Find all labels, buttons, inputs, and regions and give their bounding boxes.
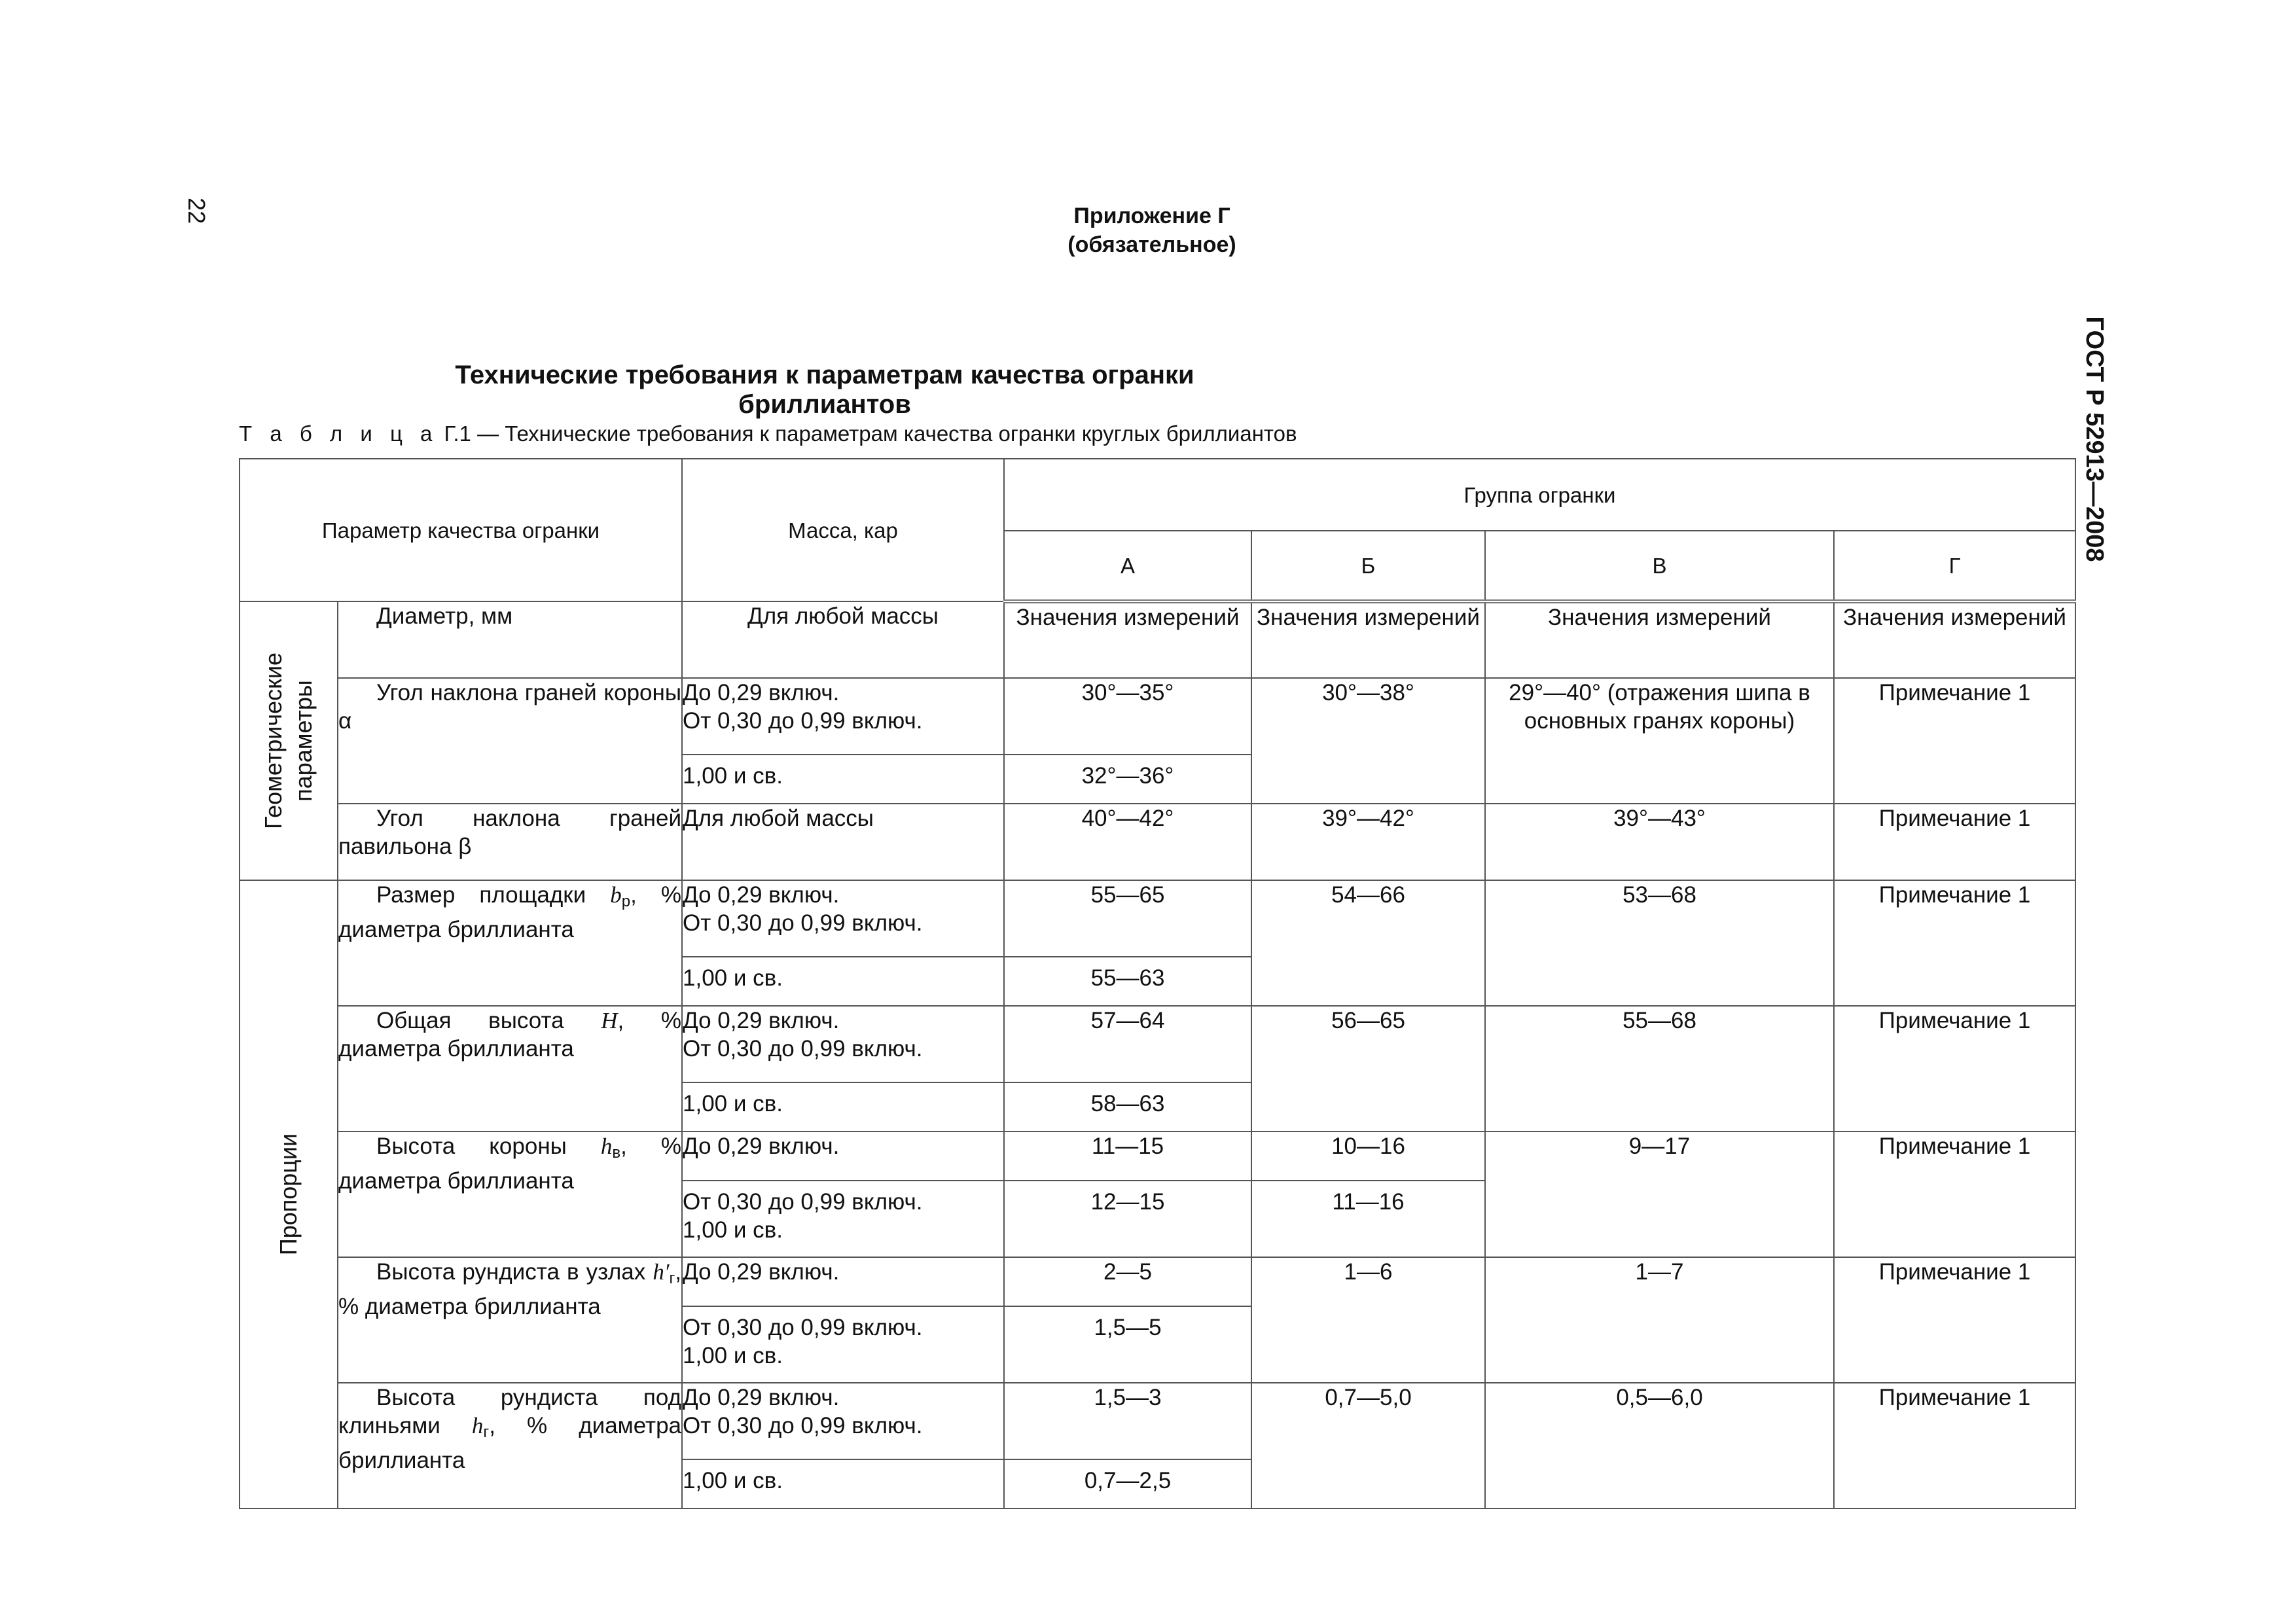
mass-range [682,1006,1004,1082]
mass-upto-029: До 0,29 включ. [683,680,840,705]
mass-from-100: 1,00 и св. [682,755,1004,804]
header-group-a: А [1004,531,1251,601]
section-proportions [240,880,338,1508]
mass-upto-029: До 0,29 включ. [683,1385,840,1410]
value-g: Примечание 1 [1834,1132,2075,1257]
value-a: 1,5—5 [1004,1306,1251,1383]
value-v: 39°—43° [1485,804,1834,880]
value-a: 0,7—2,5 [1004,1459,1251,1508]
mass-any: Для любой массы [682,601,1004,678]
mass-from-030: От 0,30 до 0,99 включ. [683,1413,923,1438]
value-b: 10—16 [1251,1132,1485,1181]
header-param: Параметр качества огранки [240,459,682,601]
value-b: 39°—42° [1251,804,1485,880]
appendix-title: Приложение Г [1073,204,1230,228]
param-table-size: Размер площадки $b_p$, % диаметра бриллианта [338,880,682,1006]
header-group-g: Г [1834,531,2075,601]
value-measured: Значения измерений [1251,601,1485,678]
appendix-note: (обязательное) [1067,232,1236,257]
table-caption-prefix: Т а б л и ц а [239,421,439,446]
param-girdle-wedges: Высота рундиста под клиньями $h_г$, % диаметра бриллианта [338,1383,682,1508]
value-v: 0,5—6,0 [1485,1383,1834,1508]
value-a: 1,5—3 [1004,1383,1251,1459]
value-a: 55—65 [1004,880,1251,957]
mass-from-100: 1,00 и св. [683,1217,783,1243]
mass-range [682,678,1004,755]
param-girdle-nodes: Высота рундиста в узлах $h'_г$, % диаметра бриллианта [338,1257,682,1383]
value-a: 58—63 [1004,1082,1251,1132]
main-title: Технические требования к параметрам качества огранки бриллиантов [455,361,1194,419]
param-total-height: Общая высота H, % диаметра бриллианта [338,1006,682,1132]
value-v: 9—17 [1485,1132,1834,1257]
mass-range [682,880,1004,957]
mass-upto-029: До 0,29 включ. [683,1008,840,1033]
table-caption-text: Г.1 — Технические требования к параметрам качества огранки круглых бриллиантов [438,421,1297,446]
value-g: Примечание 1 [1834,1257,2075,1383]
mass-upto-029: До 0,29 включ. [683,882,840,908]
mass-from-030: От 0,30 до 0,99 включ. [683,910,923,936]
mass-range [682,1181,1004,1257]
standard-label: ГОСТ Р 52913—2008 [2081,316,2108,562]
value-b: 11—16 [1251,1181,1485,1257]
param-diameter: Диаметр, мм [338,601,682,678]
mass-upto-029: До 0,29 включ. [682,1132,1004,1181]
value-g: Примечание 1 [1834,678,2075,804]
value-a: 11—15 [1004,1132,1251,1181]
value-b: 1—6 [1251,1257,1485,1383]
value-a: 30°—35° [1004,678,1251,755]
mass-from-030: От 0,30 до 0,99 включ. [683,708,923,734]
value-v: 1—7 [1485,1257,1834,1383]
param-pavilion-angle: Угол наклона граней павильона β [338,804,682,880]
section-proportions-label: Пропорции [275,1133,302,1256]
value-b: 0,7—5,0 [1251,1383,1485,1508]
value-g: Примечание 1 [1834,804,2075,880]
mass-from-100: 1,00 и св. [682,957,1004,1006]
value-v: 53—68 [1485,880,1834,1006]
value-g: Примечание 1 [1834,1383,2075,1508]
value-v: 55—68 [1485,1006,1834,1132]
table-caption [239,421,1297,446]
value-a: 2—5 [1004,1257,1251,1306]
section-geometric-label: Геометрические параметры [260,652,317,829]
value-b: 56—65 [1251,1006,1485,1132]
value-v: 29°—40° (отражения шипа в основных гранях короны) [1485,678,1834,804]
value-measured: Значения измерений [1485,601,1834,678]
value-b: 54—66 [1251,880,1485,1006]
value-measured: Значения измерений [1004,601,1251,678]
section-geometric [240,601,338,880]
param-crown-angle: Угол наклона граней короны α [338,678,682,804]
value-a: 57—64 [1004,1006,1251,1082]
header-mass: Масса, кар [682,459,1004,601]
mass-from-030: От 0,30 до 0,99 включ. [683,1315,923,1340]
value-a: 55—63 [1004,957,1251,1006]
mass-range [682,1383,1004,1459]
value-b: 30°—38° [1251,678,1485,804]
mass-any: Для любой массы [682,804,1004,880]
param-crown-height: Высота короны $h_в$, % диаметра бриллианта [338,1132,682,1257]
value-a: 12—15 [1004,1181,1251,1257]
value-g: Примечание 1 [1834,880,2075,1006]
mass-from-030: От 0,30 до 0,99 включ. [683,1189,923,1215]
value-g: Примечание 1 [1834,1006,2075,1132]
mass-range [682,1306,1004,1383]
page-number: 22 [183,197,210,224]
header-group-v: В [1485,531,1834,601]
mass-from-030: От 0,30 до 0,99 включ. [683,1036,923,1061]
value-a: 40°—42° [1004,804,1251,880]
header-group: Группа огранки [1004,459,2075,531]
requirements-table [239,458,2076,1509]
mass-from-100: 1,00 и св. [682,1082,1004,1132]
mass-upto-029: До 0,29 включ. [682,1257,1004,1306]
value-measured: Значения измерений [1834,601,2075,678]
value-a: 32°—36° [1004,755,1251,804]
header-group-b: Б [1251,531,1485,601]
mass-from-100: 1,00 и св. [682,1459,1004,1508]
mass-from-100: 1,00 и св. [683,1343,783,1368]
